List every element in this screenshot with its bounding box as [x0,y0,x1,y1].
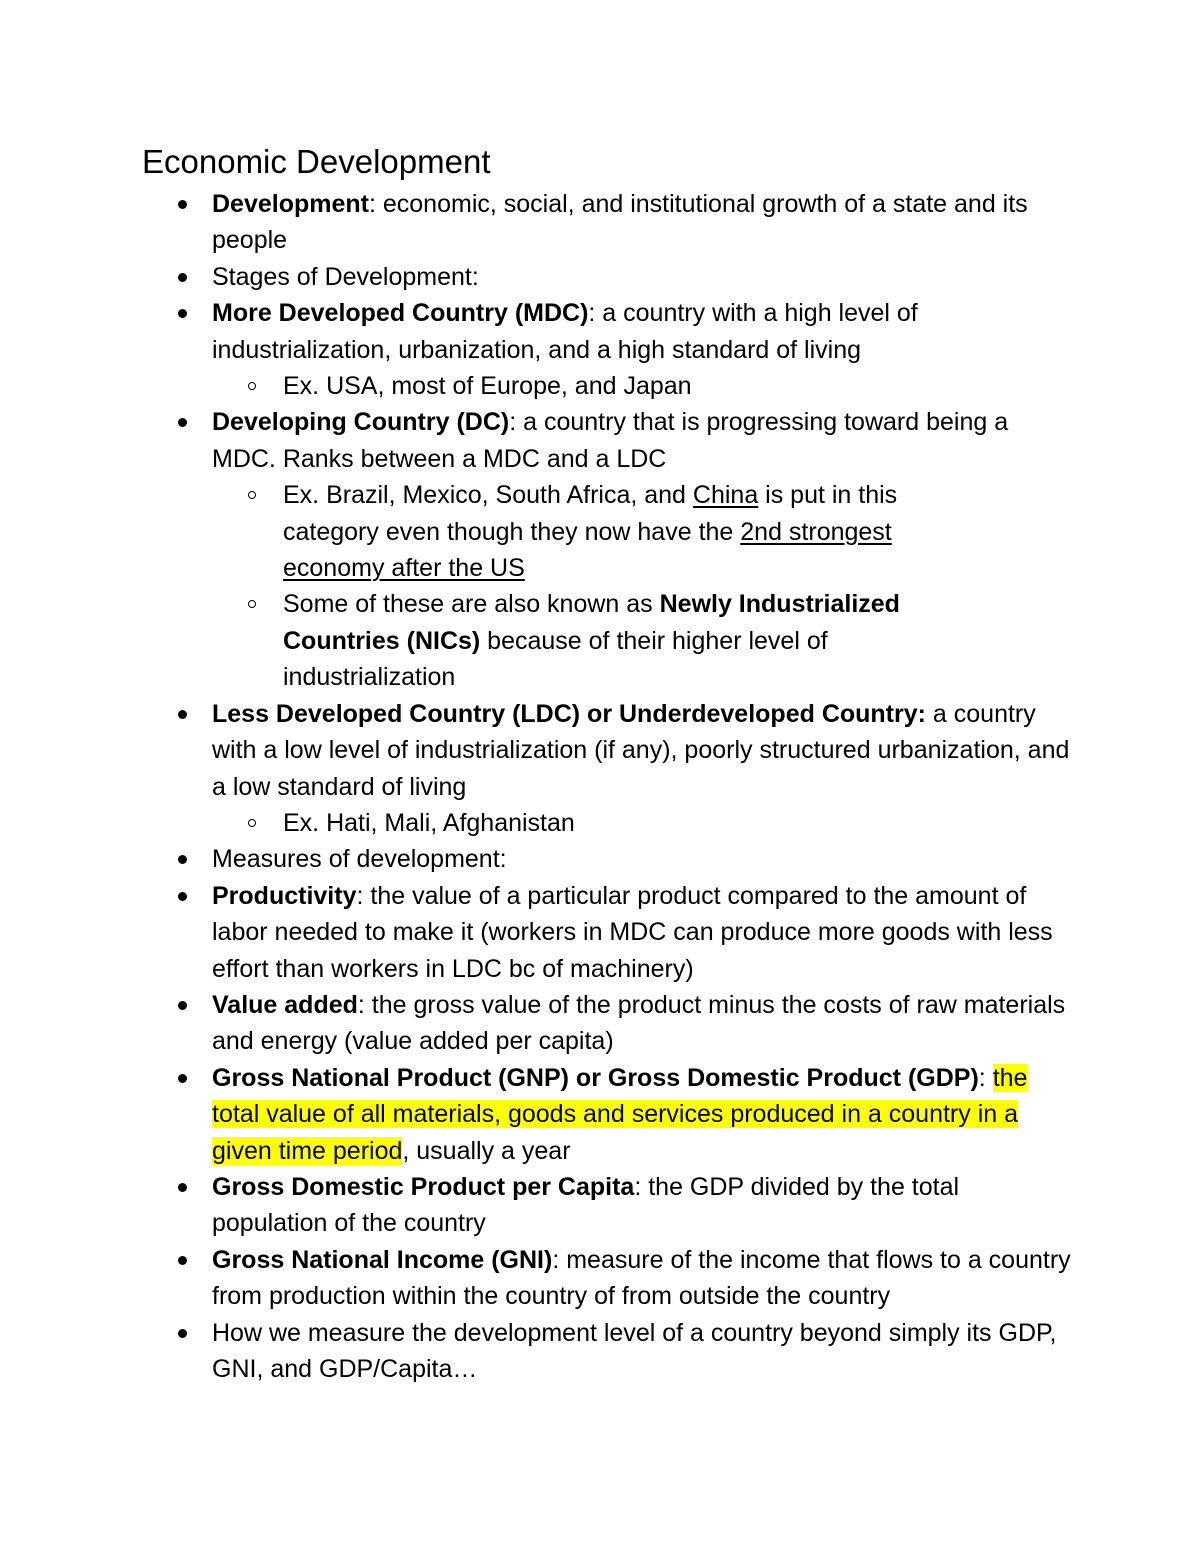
stages-text: Stages of Development: [212,262,479,291]
sublist-item-nics [0,586,973,695]
ldc-example: Ex. Hati, Mali, Afghanistan [283,808,575,837]
gnp-colon: : [978,1063,993,1092]
economy-underlined: 2nd strongest economy after the US [283,517,892,583]
definition-gni: : measure of the income that flows to a country from production within the country of from outside the country [212,1245,1071,1311]
definition-ldc: a country with a low level of industrialization (if any), poorly structured urbanization, and a low standard of living [212,699,1070,801]
china-underlined: China [692,481,759,510]
dc-example-middle: is put in this category even though they now have the [283,481,898,546]
definition-development: : economic, social, and institutional growth of a state and its people [212,190,1028,255]
list-item-measures [0,841,1072,877]
dc-example-start: Ex. Brazil, Mexico, South Africa, and [283,481,693,510]
sublist-item-mdc-example [0,368,983,404]
term-dc: Developing Country (DC) [212,408,510,437]
term-ldc: Less Developed Country (LDC) or Underdeveloped Country: [212,699,926,728]
list-item-ldc [0,696,1072,805]
term-nics: Newly Industrialized Countries (NICs) [283,590,900,655]
notes-list [0,186,1200,1387]
definition-dc: : a country that is progressing toward being a MDC. Ranks between a MDC and a LDC [212,408,1009,473]
sublist-item-ldc-example [0,805,983,841]
term-development: Development [212,190,369,218]
nics-intro: Some of these are also known as [283,590,660,619]
definition-value-added: : the gross value of the product minus the costs of raw materials and energy (value added per capita) [212,990,1066,1056]
list-item-productivity [0,878,1072,987]
gnp-after: , usually a year [402,1136,571,1165]
page-title: Economic Development [142,143,491,180]
list-item-gnp-gdp [0,1060,1062,1169]
term-gnp-gdp: Gross National Product (GNP) or Gross Domestic Product (GDP) [212,1063,979,1092]
term-gni: Gross National Income (GNI) [212,1245,553,1274]
mdc-example: Ex. USA, most of Europe, and Japan [283,372,692,401]
list-item-development [0,186,1072,259]
list-item-value-added [0,987,1072,1060]
beyond-text: How we measure the development level of a country beyond simply its GDP, GNI, and GDP/Capita… [212,1318,1057,1383]
definition-productivity: : the value of a particular product compared to the amount of labor needed to make it (workers in MDC can produce more goods with less effort than workers in LDC bc of machinery) [212,881,1053,983]
list-item-gni [0,1242,1092,1315]
term-mdc: More Developed Country (MDC) [212,299,589,328]
list-item-mdc [0,295,1072,368]
term-gdp-per-capita: Gross Domestic Product per Capita [212,1172,635,1201]
list-item-dc [0,404,1072,477]
list-item-beyond [0,1315,1072,1388]
definition-mdc: : a country with a high level of industrialization, urbanization, and a high standard of living [212,299,918,364]
measures-text: Measures of development: [212,845,507,874]
highlighted-definition: the total value of all materials, goods and services produced in a country in a given time period [212,1063,1028,1165]
term-value-added: Value added [212,990,358,1019]
list-item-stages [0,259,1072,295]
definition-gdp-per-capita: : the GDP divided by the total population of the country [212,1172,960,1238]
nics-reason: because of their higher level of industrialization [283,626,828,692]
sublist-item-dc-example [0,477,973,586]
list-item-gdp-per-capita [0,1169,1072,1242]
term-productivity: Productivity [212,881,357,910]
